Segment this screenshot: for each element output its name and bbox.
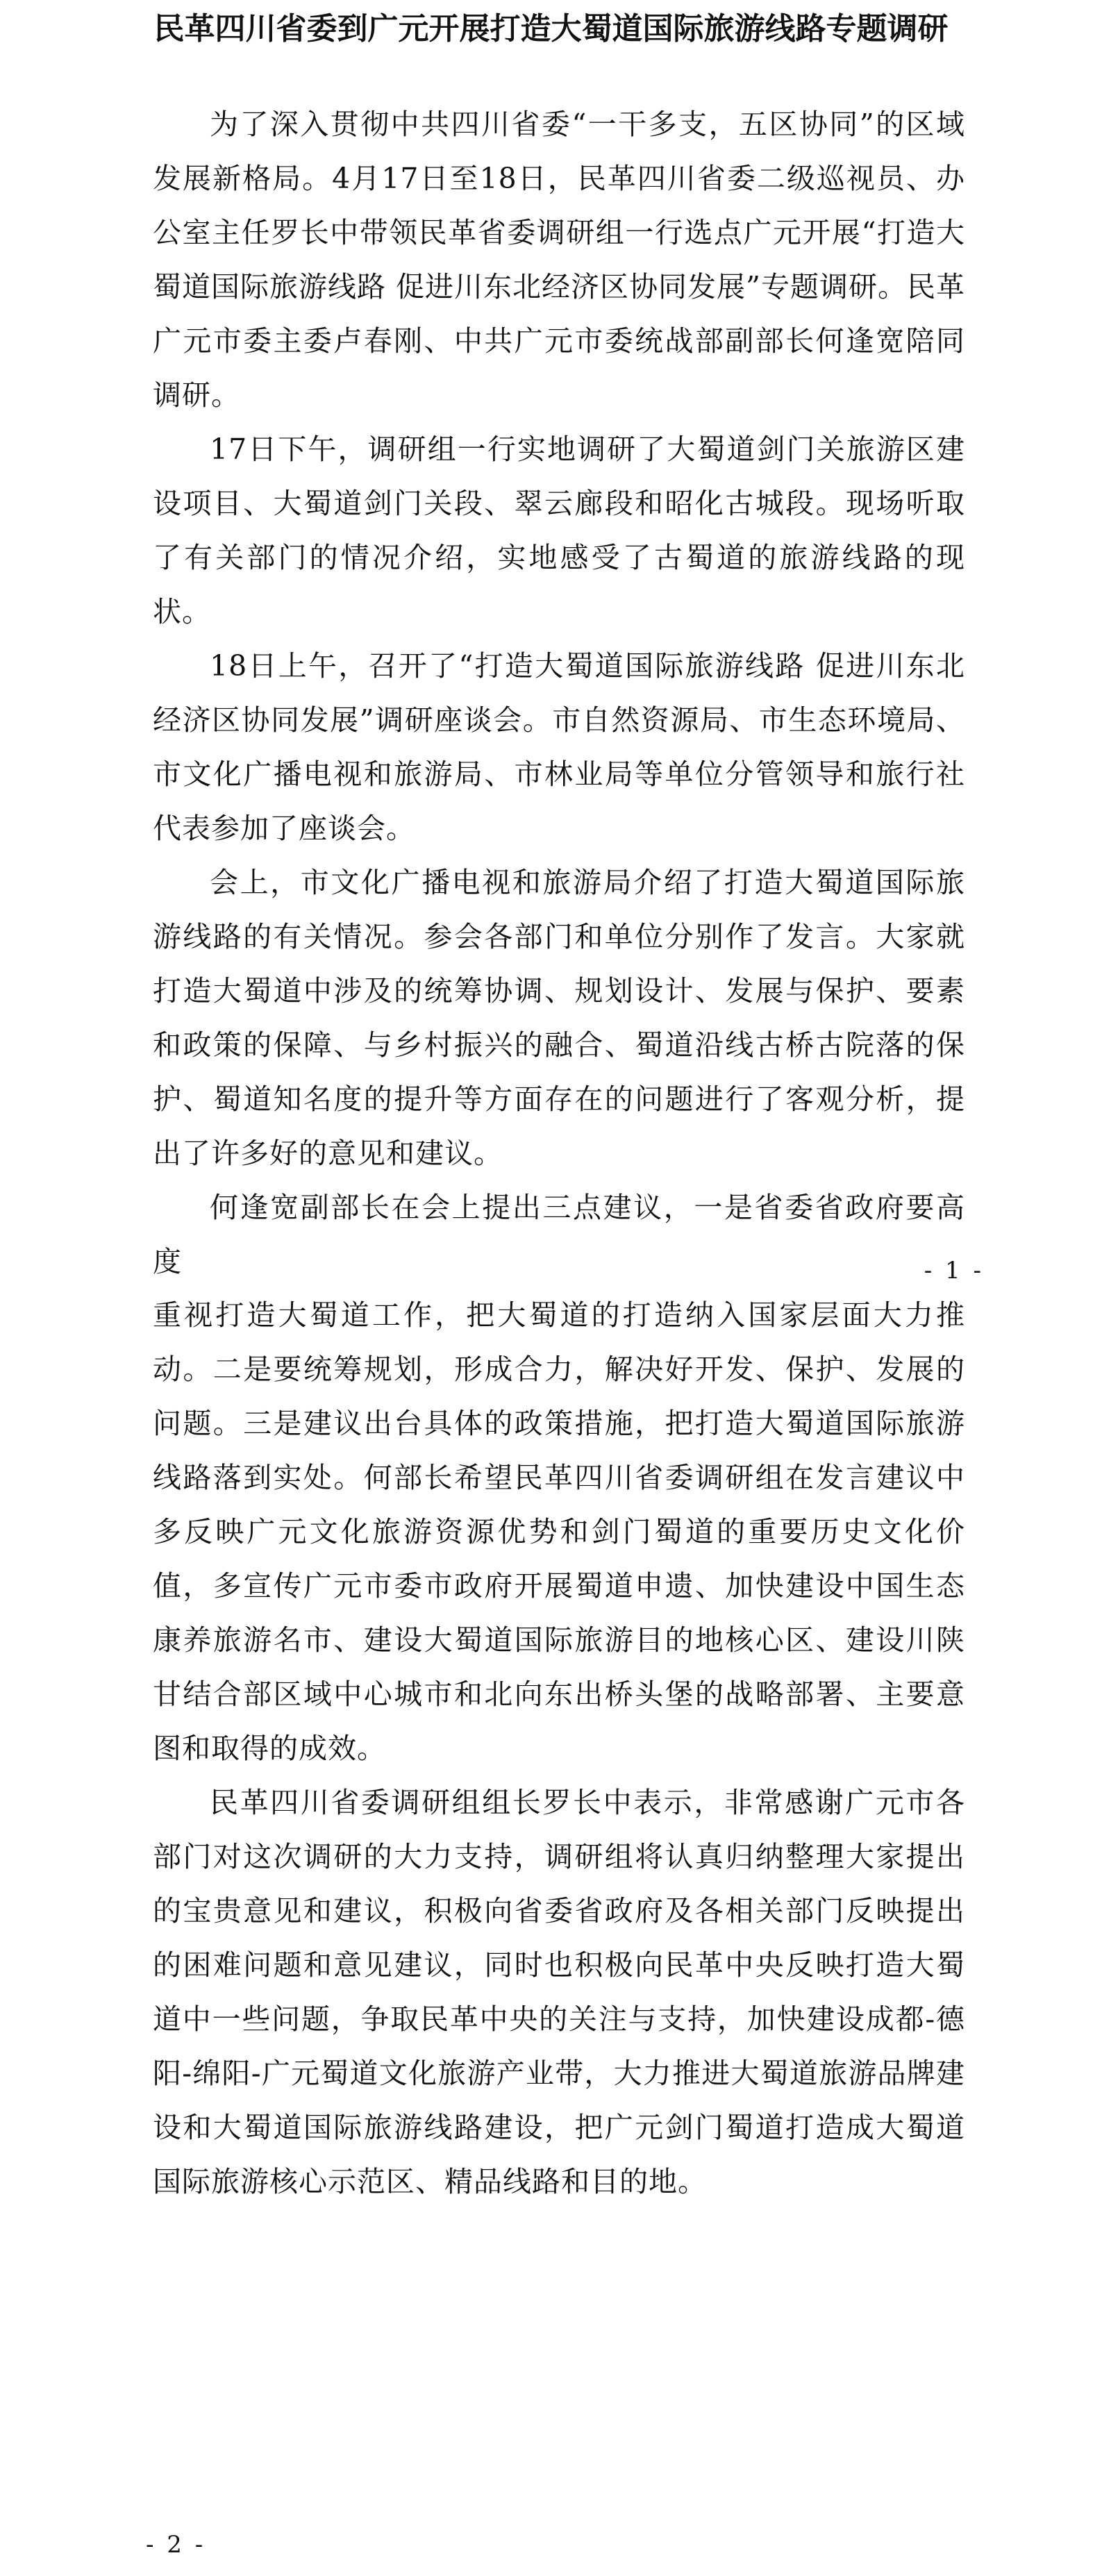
paragraph: 民革四川省委调研组组长罗长中表示，非常感谢广元市各部门对这次调研的大力支持，调研组将认真归纳整理大家提出的宝贵意见和建议，积极向省委省政府及各相关部门反映提出的困难问题和意见建议，同时也积极向民革中央反映打造大蜀道中一些问题，争取民革中央的关注与支持，加快建设成都-德阳-绵阳-广元蜀道文化旅游产业带，大力推进大蜀道旅游品牌建设和大蜀道国际旅游线路建设，把广元剑门蜀道打造成大蜀道国际旅游核心示范区、精品线路和目的地。: [153, 1786, 965, 2198]
body-text-page-2: [153, 1288, 965, 2209]
paragraph-continuation: 重视打造大蜀道工作，把大蜀道的打造纳入国家层面大力推动。二是要统筹规划，形成合力，解决好开发、保护、发展的问题。三是建议出台具体的政策措施，把打造大蜀道国际旅游线路落到实处。何部长希望民革四川省委调研组在发言建议中多反映广元文化旅游资源优势和剑门蜀道的重要历史文化价值，多宣传广元市委市政府开展蜀道申遗、加快建设中国生态康养旅游名市、建设大蜀道国际旅游目的地核心区、建设川陕甘结合部区域中心城市和北向东出桥头堡的战略部署、主要意图和取得的成效。: [153, 1298, 965, 1765]
document-page-2: [0, 1288, 1102, 2576]
paragraph: 何逢宽副部长在会上提出三点建议，一是省委省政府要高度: [153, 1191, 965, 1278]
paragraph: 为了深入贯彻中共四川省委“一干多支，五区协同”的区域发展新格局。4月17日至18日，民革四川省委二级巡视员、办公室主任罗长中带领民革省委调研组一行选点广元开展“打造大蜀道国际旅游线路 促进川东北经济区协同发展”专题调研。民革广元市委主委卢春刚、中共广元市委统战部副部长何逢宽陪同调研。: [153, 108, 965, 412]
body-text-page-1: [153, 97, 965, 1289]
paragraph: 会上，市文化广播电视和旅游局介绍了打造大蜀道国际旅游线路的有关情况。参会各部门和单位分别作了发言。大家就打造大蜀道中涉及的统筹协调、规划设计、发展与保护、要素和政策的保障、与乡村振兴的融合、蜀道沿线古桥古院落的保护、蜀道知名度的提升等方面存在的问题进行了客观分析，提出了许多好的意见和建议。: [153, 866, 965, 1170]
paragraph: 17日下午，调研组一行实地调研了大蜀道剑门关旅游区建设项目、大蜀道剑门关段、翠云廊段和昭化古城段。现场听取了有关部门的情况介绍，实地感受了古蜀道的旅游线路的现状。: [153, 433, 965, 628]
page-number: - 2 -: [146, 2531, 206, 2559]
page-number: - 1 -: [924, 1257, 984, 1285]
paragraph: 18日上午，召开了“打造大蜀道国际旅游线路 促进川东北经济区协同发展”调研座谈会。市自然资源局、市生态环境局、市文化广播电视和旅游局、市林业局等单位分管领导和旅行社代表参加了座谈会。: [153, 649, 965, 845]
document-title: 民革四川省委到广元开展打造大蜀道国际旅游线路专题调研: [153, 11, 949, 47]
